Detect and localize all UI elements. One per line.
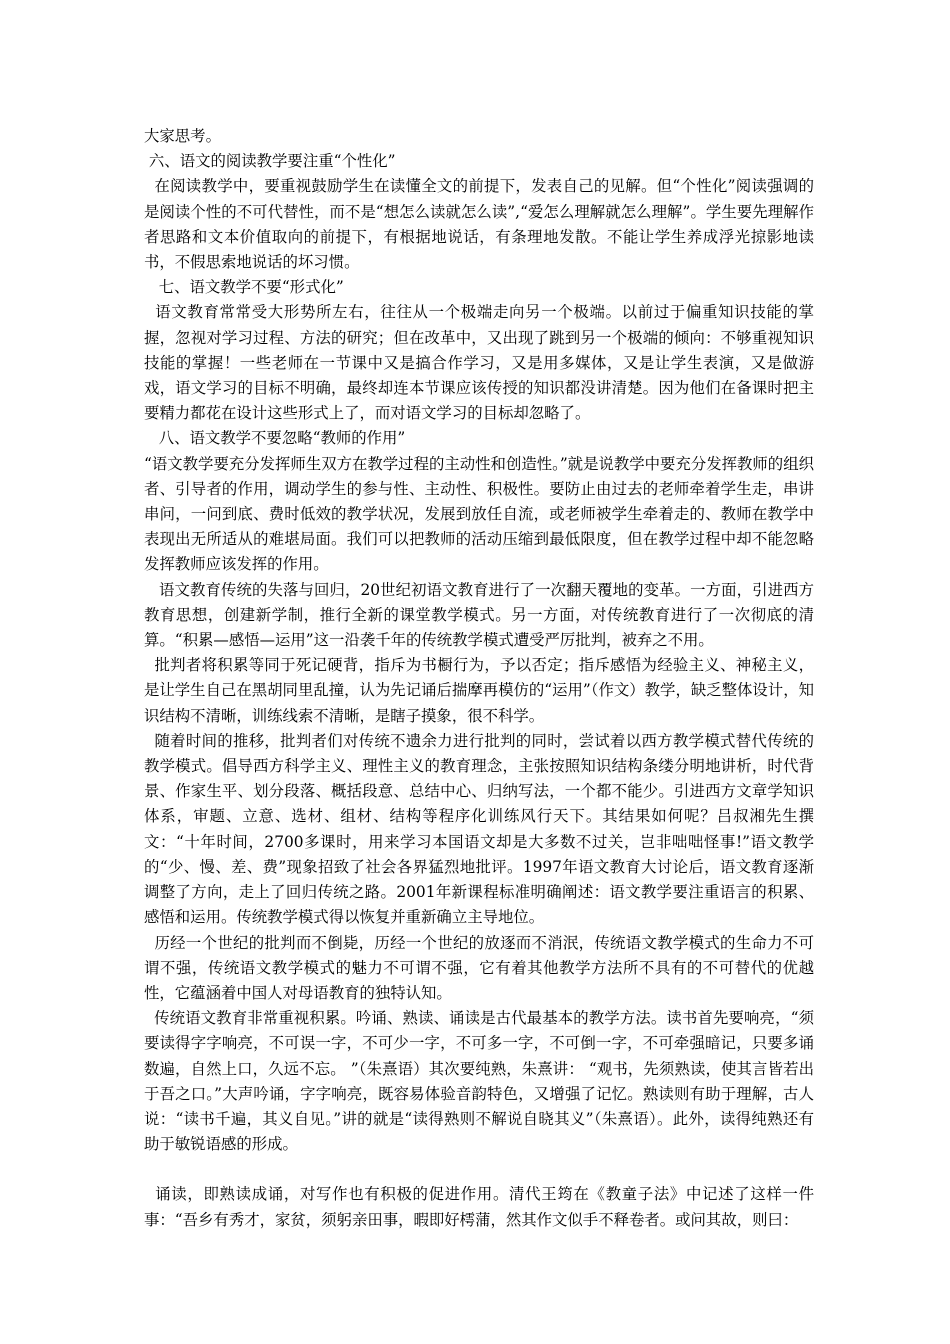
blank-line — [144, 1157, 814, 1182]
paragraph: 语文教育常常受大形势所左右，往往从一个极端走向另一个极端。以前过于偏重知识技能的掌握，忽视对学习过程、方法的研究；但在改革中，又出现了跳到另一个极端的倾向：不够重视知识技能的掌握！一些老师在一节课中又是搞合作学习，又是用多媒体，又是让学生表演，又是做游戏，语文学习的目标不明确，最终却连本节课应该传授的知识都没讲清楚。因为他们在备课时把主要精力都花在设计这些形式上了，而对语文学习的目标却忽略了。 — [144, 303, 814, 423]
paragraph: 传统语文教育非常重视积累。吟诵、熟读、诵读是古代最基本的教学方法。读书首先要响亮，“须要读得字字响亮，不可误一字，不可少一字，不可多一字，不可倒一字，不可牵强暗记，只要多诵数遍，自然上口，久远不忘。 ”（朱熹语）其次要纯熟，朱熹讲： “观书，先须熟读，使其言皆若出于吾之口。”大声吟诵，字字响亮，既容易体验音韵特色，又增强了记忆。熟读则有助于理解，古人说：“读书千遍，其义自见。”讲的就是“读得熟则不解说自晓其义”（朱熹语）。此外，读得纯熟还有助于敏锐语感的形成。 — [144, 1009, 814, 1154]
paragraph: “语文教学要充分发挥师生双方在教学过程的主动性和创造性。”就是说教学中要充分发挥教师的组织者、引导者的作用，调动学生的参与性、主动性、积极性。要防止由过去的老师牵着学生走，串讲串问，一问到底、费时低效的教学状况，发展到放任自流，或老师被学生牵着走的、教师在教学中表现出无所适从的难堪局面。我们可以把教师的活动压缩到最低限度，但在教学过程中却不能忽略发挥教师应该发挥的作用。 — [144, 454, 814, 574]
paragraph: 诵读，即熟读成诵，对写作也有积极的促进作用。清代王筠在《教童子法》中记述了这样一件事：“吾乡有秀才，家贫，须躬亲田事，暇即好樗蒲，然其作文似手不释卷者。或问其故，则曰： — [144, 1185, 814, 1229]
section-heading-7: 七、语文教学不要“形式化” — [144, 278, 344, 297]
section-heading-8: 八、语文教学不要忽略“教师的作用” — [144, 429, 406, 448]
paragraph: 随着时间的推移，批判者们对传统不遗余力进行批判的同时，尝试着以西方教学模式替代传统的教学模式。倡导西方科学主义、理性主义的教育理念，主张按照知识结构条缕分明地讲析，时代背景、作家生平、划分段落、概括段意、总结中心、归纳写法，一个都不能少。引进西方文章学知识体系，审题、立意、选材、组材、结构等程序化训练风行天下。其结果如何呢？吕叔湘先生撰文：“十年时间，2700多课时，用来学习本国语文却是大多数不过关，岂非咄咄怪事!”语文教学的“少、慢、差、费”现象招致了社会各界猛烈地批评。1997年语文教育大讨论后，语文教育逐渐调整了方向，走上了回归传统之路。2001年新课程标准明确阐述：语文教学要注重语言的积累、感悟和运用。传统教学模式得以恢复并重新确立主导地位。 — [144, 731, 814, 927]
paragraph: 在阅读教学中，要重视鼓励学生在读懂全文的前提下，发表自己的见解。但“个性化”阅读强调的是阅读个性的不可代替性，而不是“想怎么读就怎么读”,“爱怎么理解就怎么理解”。学生要先理解作者思路和文本价值取向的前提下，有根据地说话，有条理地发散。不能让学生养成浮光掠影地读书，不假思索地说话的坏习惯。 — [144, 177, 814, 272]
section-heading-6: 六、语文的阅读教学要注重“个性化” — [144, 152, 396, 171]
body-text — [144, 124, 814, 1233]
text-line: 大家思考。 — [144, 127, 221, 145]
paragraph: 批判者将积累等同于死记硬背，指斥为书橱行为，予以否定；指斥感悟为经验主义、神秘主义，是让学生自己在黑胡同里乱撞，认为先记诵后揣摩再模仿的“运用”（作文）教学，缺乏整体设计，知识结构不清晰，训练线索不清晰，是瞎子摸象，很不科学。 — [144, 656, 814, 725]
paragraph: 语文教育传统的失落与回归，20世纪初语文教育进行了一次翻天覆地的变革。一方面，引进西方教育思想，创建新学制，推行全新的课堂教学模式。另一方面，对传统教育进行了一次彻底的清算。“积累—感悟—运用”这一沿袭千年的传统教学模式遭受严厉批判，被弃之不用。 — [144, 580, 814, 650]
paragraph: 历经一个世纪的批判而不倒毙，历经一个世纪的放逐而不消泯，传统语文教学模式的生命力不可谓不强，传统语文教学模式的魅力不可谓不强，它有着其他教学方法所不具有的不可替代的优越性，它蕴涵着中国人对母语教育的独特认知。 — [144, 933, 814, 1002]
